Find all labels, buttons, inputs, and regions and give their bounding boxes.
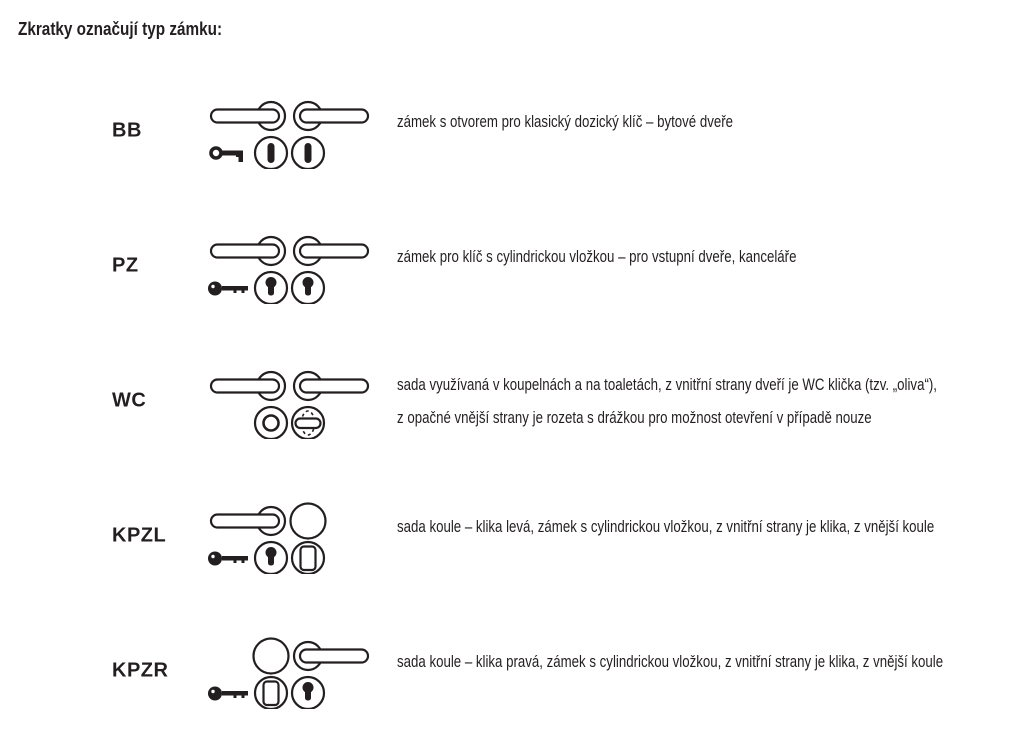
lever-handle-left-icon	[211, 507, 285, 535]
lock-hardware-icons	[205, 637, 375, 709]
description-line: zámek pro klíč s cylindrickou vložkou – pro vstupní dveře, kanceláře	[397, 247, 797, 266]
lock-type-row-pz	[0, 232, 1011, 304]
lock-hardware-icons	[205, 97, 375, 169]
lock-hardware-icons	[205, 232, 375, 304]
lock-hardware-icons	[205, 367, 375, 439]
lever-handle-left-icon	[211, 372, 285, 400]
pz-keyhole-rosette-icon	[255, 272, 287, 304]
classic-key-icon	[211, 148, 243, 162]
lock-description	[397, 240, 796, 273]
knob-icon	[291, 504, 326, 539]
lever-handle-left-icon	[211, 237, 285, 265]
lock-type-row-kpzr	[0, 637, 1011, 709]
lock-description	[397, 368, 937, 434]
lock-description	[397, 105, 733, 138]
cylinder-key-icon	[208, 552, 248, 566]
lever-handle-right-icon	[294, 237, 368, 265]
lever-handle-right-icon	[294, 372, 368, 400]
lock-code-label: BB	[112, 119, 142, 142]
cylinder-key-icon	[208, 282, 248, 296]
lever-handle-right-icon	[294, 102, 368, 130]
cylinder-key-icon	[208, 687, 248, 701]
lock-code-label: KPZR	[112, 659, 169, 682]
page-title: Zkratky označují typ zámku:	[18, 19, 223, 39]
lock-type-row-wc	[0, 367, 1011, 439]
knob-icon	[254, 639, 289, 674]
lock-code-label: PZ	[112, 254, 139, 277]
lever-handle-left-icon	[211, 102, 285, 130]
description-line: sada koule – klika levá, zámek s cylindrickou vložkou, z vnitřní strany je klika, z vnější koule	[397, 517, 935, 536]
pz-keyhole-rosette-icon	[255, 542, 287, 574]
lock-description	[397, 510, 934, 543]
description-line: zámek s otvorem pro klasický dozický klíč – bytové dveře	[397, 112, 734, 131]
lock-type-row-bb	[0, 97, 1011, 169]
description-line: sada využívaná v koupelnách a na toaletách, z vnitřní strany dveří je WC klička (tzv. „oliva“),	[397, 375, 937, 394]
lock-description	[397, 645, 943, 678]
pz-keyhole-rosette-icon	[292, 677, 324, 709]
plain-rosette-icon	[255, 407, 287, 439]
bb-keyhole-rosette-icon	[255, 137, 287, 169]
blind-plate-rosette-icon	[255, 677, 287, 709]
pz-keyhole-rosette-icon	[292, 272, 324, 304]
lock-type-row-kpzl	[0, 502, 1011, 574]
description-line: z opačné vnější strany je rozeta s drážkou pro možnost otevření v případě nouze	[397, 408, 872, 427]
wc-turn-rosette-icon	[292, 407, 324, 439]
lock-code-label: KPZL	[112, 524, 167, 547]
lock-hardware-icons	[205, 502, 375, 574]
blind-plate-rosette-icon	[292, 542, 324, 574]
description-line: sada koule – klika pravá, zámek s cylindrickou vložkou, z vnitřní strany je klika, z vnější koule	[397, 652, 944, 671]
bb-keyhole-rosette-icon	[292, 137, 324, 169]
lever-handle-right-icon	[294, 642, 368, 670]
lock-code-label: WC	[112, 389, 147, 412]
